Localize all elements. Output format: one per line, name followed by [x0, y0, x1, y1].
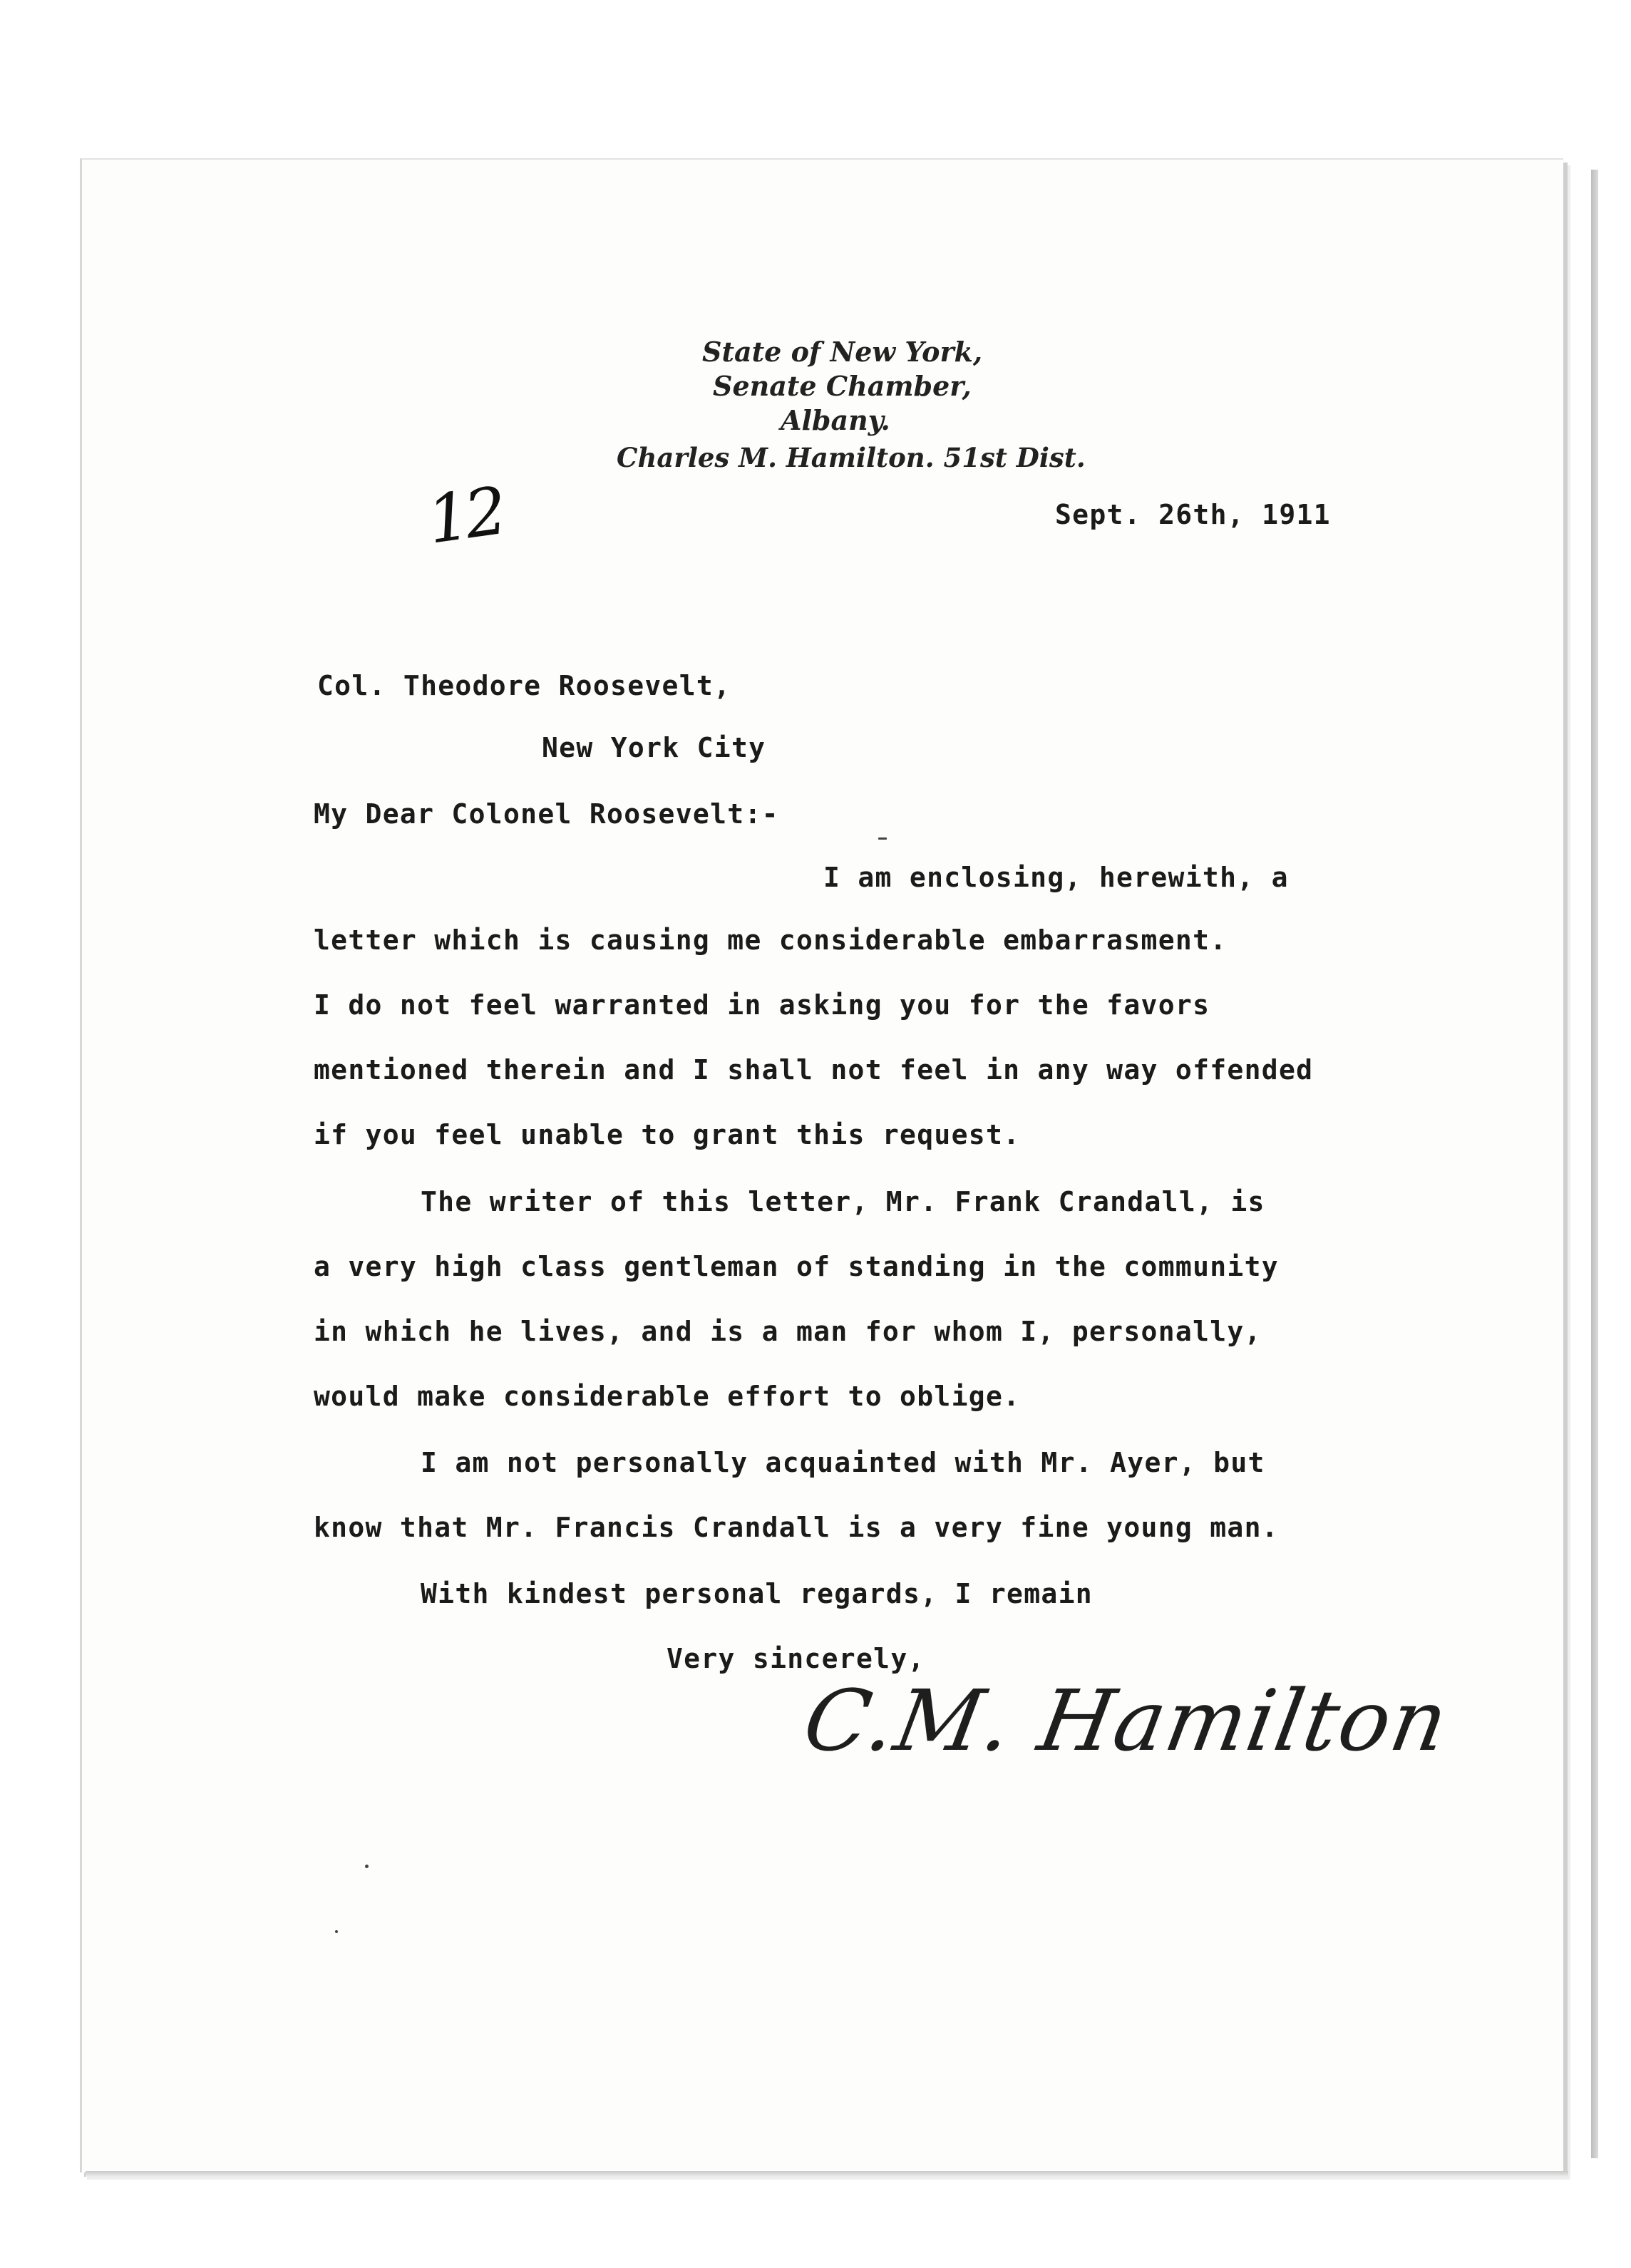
body-line: in which he lives, and is a man for whom I, personally, — [314, 1316, 1262, 1347]
ink-mark — [335, 1930, 338, 1933]
page-edge-right — [1591, 170, 1598, 2158]
letterhead-city: Albany. — [781, 404, 890, 436]
body-line: letter which is causing me considerable embarrasment. — [314, 924, 1228, 956]
handwritten-page-number: 12 — [423, 473, 508, 559]
ink-mark — [365, 1865, 369, 1868]
recipient-name: Col. Theodore Roosevelt, — [317, 670, 731, 701]
letterhead-state: State of New York, — [702, 336, 983, 368]
ink-mark — [878, 837, 887, 840]
body-line: know that Mr. Francis Crandall is a very fine young man. — [314, 1512, 1279, 1543]
body-line: I am enclosing, herewith, a — [823, 862, 1289, 893]
letterhead-chamber: Senate Chamber, — [713, 370, 972, 402]
salutation: My Dear Colonel Roosevelt:- — [314, 798, 779, 830]
handwritten-signature: C.M. Hamilton — [796, 1671, 1456, 1770]
closing: Very sincerely, — [667, 1643, 925, 1674]
body-line: I do not feel warranted in asking you for the favors — [314, 989, 1210, 1021]
body-line: mentioned therein and I shall not feel in any way offended — [314, 1054, 1314, 1086]
body-line: would make considerable effort to oblige. — [314, 1381, 1021, 1412]
body-line: With kindest personal regards, I remain — [421, 1578, 1093, 1609]
letter-date: Sept. 26th, 1911 — [1055, 499, 1331, 530]
letterhead-senator: Charles M. Hamilton. 51st Dist. — [617, 442, 1086, 473]
body-line: if you feel unable to grant this request. — [314, 1119, 1021, 1150]
body-line: I am not personally acquainted with Mr. Ayer, but — [421, 1447, 1265, 1478]
body-line: a very high class gentleman of standing in the community — [314, 1251, 1279, 1282]
body-line: The writer of this letter, Mr. Frank Crandall, is — [421, 1186, 1265, 1217]
page-edge-bottom — [86, 2171, 1568, 2177]
recipient-city: New York City — [542, 732, 766, 763]
